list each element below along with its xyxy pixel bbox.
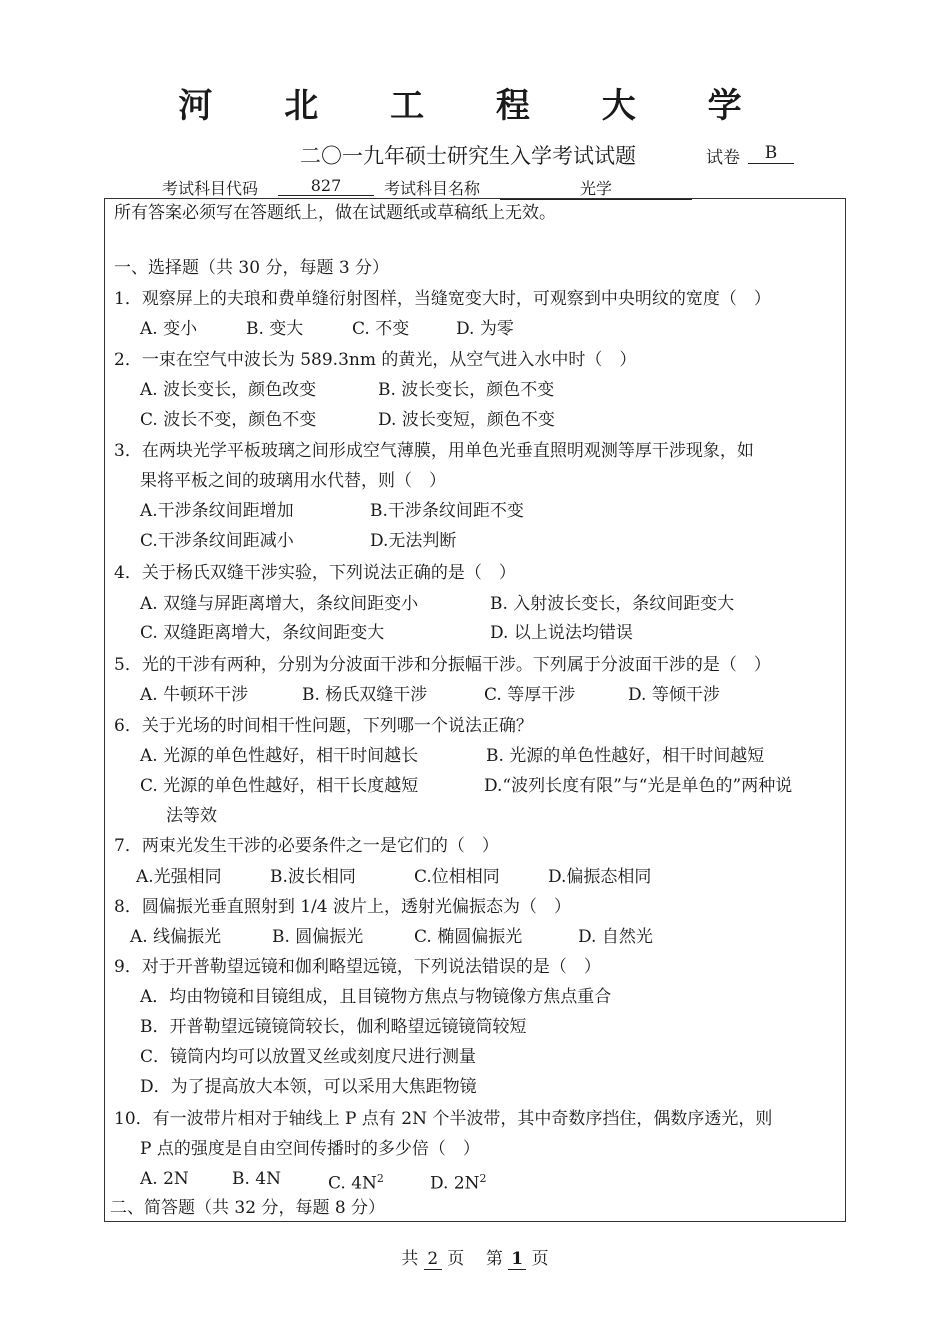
question-6: 6．关于光场的时间相干性问题，下列哪一个说法正确？ (114, 716, 533, 736)
q4-option-b: B. 入射波长变长，条纹间距变大 (490, 594, 735, 614)
question-4: 4．关于杨氏双缝干涉实验，下列说法正确的是（ ） (114, 563, 516, 583)
section-1-heading: 一、选择题（共 30 分，每题 3 分） (114, 258, 390, 278)
q10-option-c-sup: 2 (376, 1172, 384, 1185)
notice: 所有答案必须写在答题纸上，做在试题纸或草稿纸上无效。 (114, 203, 556, 223)
university-name: 河 北 工 程 大 学 (178, 86, 772, 126)
q1-option-a: A. 变小 (140, 319, 198, 339)
q1-option-d: D. 为零 (456, 319, 514, 339)
q6-option-b: B. 光源的单色性越好，相干时间越短 (486, 746, 765, 766)
question-7: 7．两束光发生干涉的必要条件之一是它们的（ ） (114, 836, 499, 856)
footer-page-word-2: 页 (531, 1249, 549, 1269)
subject-name: 光学 (500, 176, 692, 200)
q3-option-d: D.无法判断 (370, 531, 457, 551)
q3-option-b: B.干涉条纹间距不变 (370, 501, 524, 521)
q10-option-d-sup: 2 (479, 1172, 487, 1185)
q3-option-c: C.干涉条纹间距减小 (140, 531, 294, 551)
q9-option-d: D．为了提高放大本领，可以采用大焦距物镜 (140, 1077, 477, 1097)
q3-option-a: A.干涉条纹间距增加 (140, 501, 294, 521)
footer-page-word-1: 页 (447, 1249, 465, 1269)
q6-option-a: A. 光源的单色性越好，相干时间越长 (140, 746, 419, 766)
q6-option-c: C. 光源的单色性越好，相干长度越短 (140, 776, 419, 796)
q9-option-b: B．开普勒望远镜镜筒较长，伽利略望远镜镜筒较短 (140, 1017, 527, 1037)
question-2: 2．一束在空气中波长为 589.3nm 的黄光，从空气进入水中时（ ） (114, 350, 637, 370)
question-10-line-1: 10．有一波带片相对于轴线上 P 点有 2N 个半波带，其中奇数序挡住，偶数序透光，则 (114, 1109, 773, 1129)
exam-title: 二〇一九年硕士研究生入学考试试题 (300, 144, 636, 168)
q4-option-a: A. 双缝与屏距离增大，条纹间距变小 (140, 594, 419, 614)
question-10-line-2: P 点的强度是自由空间传播时的多少倍（ ） (140, 1139, 480, 1159)
q7-option-b: B.波长相同 (270, 867, 356, 887)
footer-current-page: 1 (508, 1249, 526, 1270)
question-3-line-1: 3．在两块光学平板玻璃之间形成空气薄膜，用单色光垂直照明观测等厚干涉现象，如 (114, 441, 754, 461)
q1-option-c: C. 不变 (352, 319, 410, 339)
paper-value: B (748, 143, 794, 164)
question-5: 5．光的干涉有两种，分别为分波面干涉和分振幅干涉。下列属于分波面干涉的是（ ） (114, 655, 771, 675)
q10-option-d-base: D. 2N (430, 1173, 480, 1194)
question-3-line-2: 果将平板之间的玻璃用水代替，则（ ） (140, 471, 446, 491)
q8-option-d: D. 自然光 (578, 927, 653, 947)
q2-option-c: C. 波长不变，颜色不变 (140, 410, 317, 430)
q5-option-a: A. 牛顿环干涉 (140, 685, 249, 705)
q9-option-a: A．均由物镜和目镜组成，且目镜物方焦点与物镜像方焦点重合 (140, 987, 612, 1007)
q4-option-d: D. 以上说法均错误 (490, 623, 633, 643)
q8-option-c: C. 椭圆偏振光 (414, 927, 523, 947)
q4-option-c: C. 双缝距离增大，条纹间距变大 (140, 623, 385, 643)
q9-option-c: C．镜筒内均可以放置叉丝或刻度尺进行测量 (140, 1047, 477, 1067)
q7-option-c: C.位相相同 (414, 867, 500, 887)
q6-option-d-line-1: D.“波列长度有限”与“光是单色的”两种说 (484, 776, 793, 796)
footer-total-pages: 2 (424, 1249, 442, 1270)
question-8: 8．圆偏振光垂直照射到 1/4 波片上，透射光偏振态为（ ） (114, 897, 571, 917)
q7-option-a: A.光强相同 (136, 867, 222, 887)
q2-option-b: B. 波长变长，颜色不变 (378, 380, 555, 400)
subject-code-label: 考试科目代码 (162, 179, 259, 198)
question-1: 1．观察屏上的夫琅和费单缝衍射图样，当缝宽变大时，可观察到中央明纹的宽度（ ） (114, 289, 771, 309)
page-footer (0, 1244, 950, 1270)
paper-label: 试卷 (706, 148, 740, 168)
subject-code-value (278, 176, 374, 196)
q10-option-a: A. 2N (140, 1169, 189, 1189)
question-9: 9．对于开普勒望远镜和伽利略望远镜，下列说法错误的是（ ） (114, 957, 601, 977)
q2-option-a: A. 波长变长，颜色改变 (140, 380, 317, 400)
q8-option-b: B. 圆偏振光 (272, 927, 364, 947)
footer-current-prefix: 第 (485, 1249, 503, 1269)
q5-option-c: C. 等厚干涉 (484, 685, 576, 705)
q2-option-d: D. 波长变短，颜色不变 (378, 410, 555, 430)
q5-option-d: D. 等倾干涉 (628, 685, 720, 705)
q5-option-b: B. 杨氏双缝干涉 (302, 685, 428, 705)
subject-name-label: 考试科目名称 (384, 179, 481, 198)
q10-option-c-base: C. 4N (328, 1173, 377, 1194)
q10-option-c (328, 1167, 384, 1196)
q8-option-a: A. 线偏振光 (130, 927, 222, 947)
subject-name-value (500, 176, 692, 200)
section-2-heading: 二、简答题（共 32 分，每题 8 分） (110, 1198, 386, 1218)
q10-option-d (430, 1167, 487, 1196)
q10-option-b: B. 4N (232, 1169, 281, 1189)
footer-total-prefix: 共 (401, 1249, 419, 1269)
q1-option-b: B. 变大 (246, 319, 304, 339)
q7-option-d: D.偏振态相同 (548, 867, 652, 887)
q6-option-d-line-2: 法等效 (166, 806, 217, 826)
subject-code: 827 (278, 176, 374, 196)
